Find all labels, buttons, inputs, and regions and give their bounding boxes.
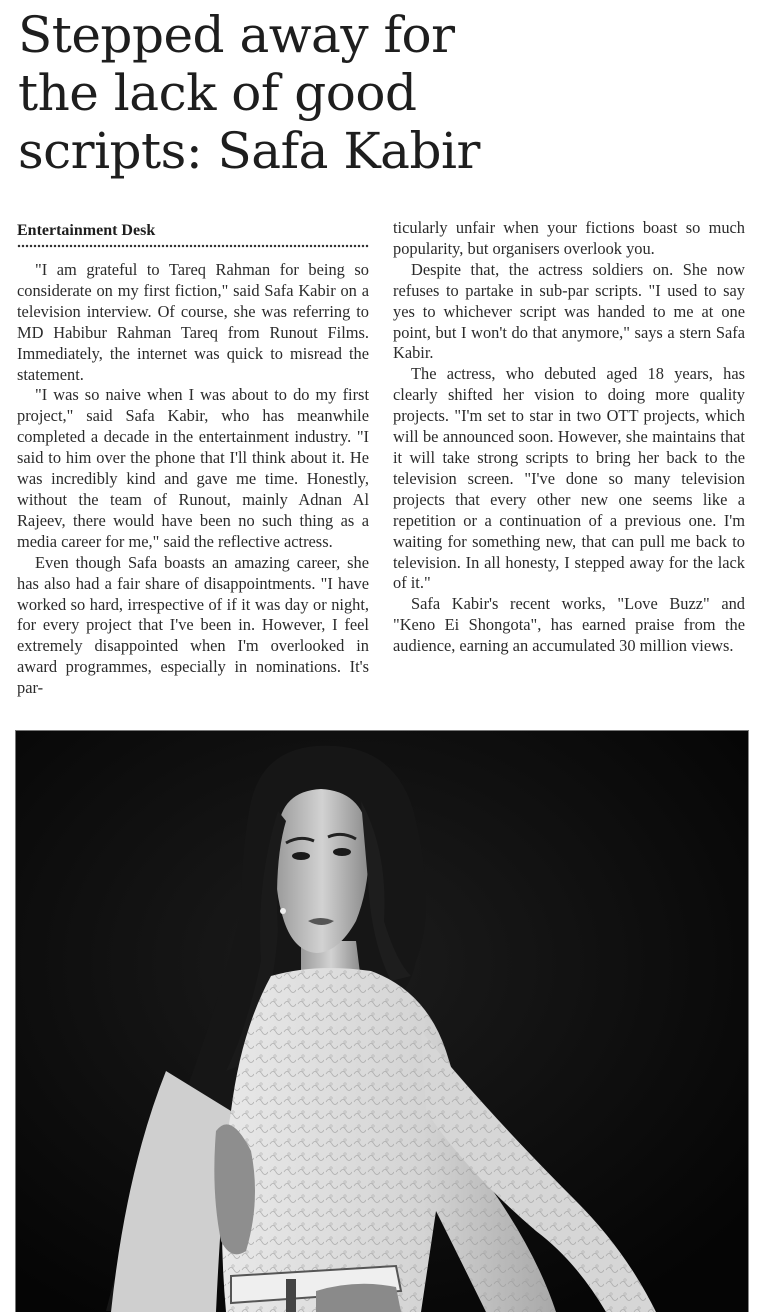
headline-line-1: Stepped away for <box>18 6 455 64</box>
paragraph: Despite that, the actress soldiers on. She now refuses to partake in sub-par scripts. "I used to say yes to whichever script was handed to me at one point, but I won't do that anymore," says a stern Safa Kabir. <box>393 259 745 363</box>
headline <box>18 6 538 180</box>
headline-line-2: the lack of good <box>18 64 417 122</box>
article-column-left <box>17 260 369 699</box>
paragraph-continuation: ticularly unfair when your fictions boast so much popularity, but organisers overlook you. <box>393 218 745 258</box>
byline: Entertainment Desk <box>17 222 156 239</box>
paragraph: Even though Safa boasts an amazing career, she has also had a fair share of disappointments. "I have worked so hard, irrespective of if it was day or night, for every project that I've been in. However, I feel extremely disappointed when I'm overlooked in award programmes, especially in nominations. It's par- <box>17 552 369 698</box>
dotted-divider <box>17 244 369 248</box>
article-column-right <box>393 218 745 657</box>
portrait-photo <box>15 730 749 1312</box>
paragraph: The actress, who debuted aged 18 years, has clearly shifted her vision to doing more quality projects. "I'm set to star in two OTT projects, which will be announced soon. However, she maintains that it will take strong scripts to bring her back to the television screen. "I've done so many television projects that every other new one seems like a repetition or a continuation of a previous one. I'm waiting for something new, that can pull me back to television. In all honesty, I stepped away for the lack of it." <box>393 364 745 593</box>
paragraph: "I am grateful to Tareq Rahman for being so considerate on my first fiction," said Safa Kabir on a television interview. Of course, she was referring to MD Habibur Rahman Tareq from Runout Films. Immediately, the internet was quick to misread the statement. <box>17 260 369 384</box>
paragraph: Safa Kabir's recent works, "Love Buzz" and "Keno Ei Shongota", has earned praise from the audience, earning an accumulated 30 million views. <box>393 594 745 656</box>
portrait-illustration <box>16 731 748 1312</box>
headline-line-3: scripts: Safa Kabir <box>18 122 480 180</box>
paragraph: "I was so naive when I was about to do my first project," said Safa Kabir, who has meanwhile completed a decade in the entertainment industry. "I said to him over the phone that I'll think about it. He was incredibly kind and gave me time. Honestly, without the team of Runout, mainly Adnan Al Rajeev, there would have been no such thing as a media career for me," said the reflective actress. <box>17 385 369 551</box>
